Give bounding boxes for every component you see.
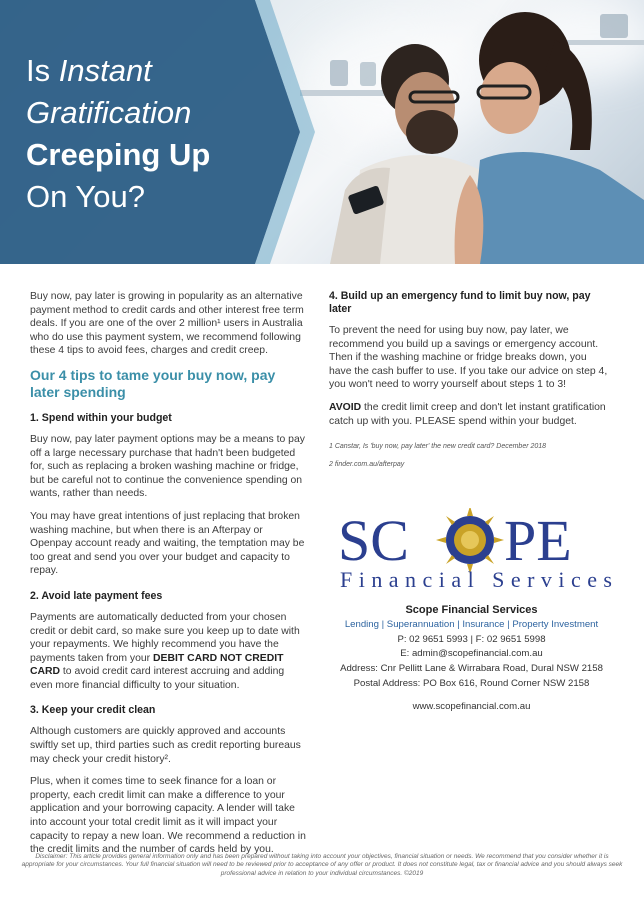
- email[interactable]: E: admin@scopefinancial.com.au: [400, 648, 543, 660]
- logo-text: PE: [504, 508, 572, 573]
- tip4-heading: 4. Build up an emergency fund to limit buy now, pay later: [329, 290, 591, 315]
- hero-title: [26, 50, 286, 218]
- left-column: [30, 290, 306, 866]
- tip2-emphasis: DEBIT CARD NOT CREDIT CARD: [30, 652, 284, 678]
- sun-burst-icon: [436, 508, 504, 574]
- scope-logo: [334, 508, 618, 594]
- contact-block: [329, 603, 614, 715]
- tip4-paragraph: [329, 401, 611, 428]
- intro-paragraph: Buy now, pay later is growing in popularity as an alternative payment method to credit cards and other interest free term deals. If you are one of the over 2 million¹ users in Australia who do use this payment system, we recommend following these 4 tips to avoid fees, charges and credit creep.: [30, 291, 304, 357]
- tip2-paragraph: [30, 611, 306, 693]
- title-text-italic: Instant: [58, 53, 152, 88]
- services-list: Lending | Superannuation | Insurance | Property Investment: [344, 618, 599, 630]
- title-text: Is: [26, 53, 59, 88]
- tip4-text: the credit limit creep and don't let instant gratification catch up with you. PLEASE spend within your budget.: [329, 401, 606, 427]
- hero-banner: [0, 0, 644, 264]
- tips-heading: Our 4 tips to tame your buy now, pay later spending: [30, 366, 276, 400]
- tip2-text: to avoid credit card interest accruing and adding even more financial difficulty to your situation.: [30, 666, 285, 691]
- right-column: [329, 290, 611, 478]
- tip4-emphasis: AVOID: [329, 401, 362, 413]
- street-address: Address: Cnr Pellitt Lane & Wirrabara Road, Dural NSW 2158: [340, 663, 603, 675]
- tip3-paragraph: Although customers are quickly approved and accounts swiftly set up, third parties such as credit reporting bureaus may check your credit history².: [30, 726, 301, 765]
- logo-text: SC: [338, 508, 409, 573]
- postal-address: Postal Address: PO Box 616, Round Corner NSW 2158: [353, 677, 590, 689]
- title-text-italic: Gratification: [26, 95, 192, 130]
- company-name: Scope Financial Services: [405, 604, 538, 616]
- website-link[interactable]: www.scopefinancial.com.au: [412, 700, 531, 712]
- disclaimer: Disclaimer: This article provides general information only and has been prepared without taking into account your objectives, financial situation or needs. We recommend that you consider whether it is appropriate for your circumstances. Your full financial situation will need to be reviewed prior to acceptance of any offer or product. It does not constitute legal, tax or financial advice and you should always seek professional advice in relation to your individual circumstances. ©2019: [21, 853, 623, 877]
- phone-fax: P: 02 9651 5993 | F: 02 9651 5998: [397, 633, 546, 645]
- footnote: 1 Canstar, Is 'buy now, pay later' the new credit card? December 2018: [329, 443, 547, 451]
- tip2-text: Payments are automatically deducted from your chosen credit or debit card, so make sure you keep up to date with your repayments. We highly recommend you have the payments taken from your: [30, 611, 300, 664]
- footnote: 2 finder.com.au/afterpay: [329, 461, 405, 469]
- title-text: On You?: [26, 179, 145, 214]
- tip1-paragraph: You may have great intentions of just replacing that broken washing machine, but when there is an Afterpay or Openpay account ready and waiting, the temptation may be too great and send you over your budget and capacity to repay.: [30, 510, 305, 577]
- tip3-heading: 3. Keep your credit clean: [30, 704, 156, 717]
- tip1-heading: 1. Spend within your budget: [30, 411, 172, 424]
- tip1-paragraph: Buy now, pay later payment options may be a means to pay off a large necessary purchase that hadn't been budgeted for, such as replacing a broken washing machine or fridge, but be careful not to continue the convenience spending on wants, rather than needs.: [30, 433, 305, 500]
- title-text-bold: Creeping Up: [26, 137, 211, 172]
- tip2-heading: 2. Avoid late payment fees: [30, 589, 163, 602]
- tip4-paragraph: To prevent the need for using buy now, pay later, we recommend you build up a savings or emergency account. Then if the washing machine or fridge breaks down, you have the cash buffer to use. If you take our advice on step 4, you won't need to worry yourself about steps 1 to 3!: [329, 325, 608, 391]
- tip3-paragraph: Plus, when it comes time to seek finance for a loan or property, each credit limit can make a difference to your application and your borrowing capacity. A lender will take into account your total credit limit as it will impact your capacity to repay a new loan. We recommend a reduction in the credit limits and the number of cards held by you.: [30, 776, 306, 856]
- logo-subtext: Financial Services: [340, 567, 612, 592]
